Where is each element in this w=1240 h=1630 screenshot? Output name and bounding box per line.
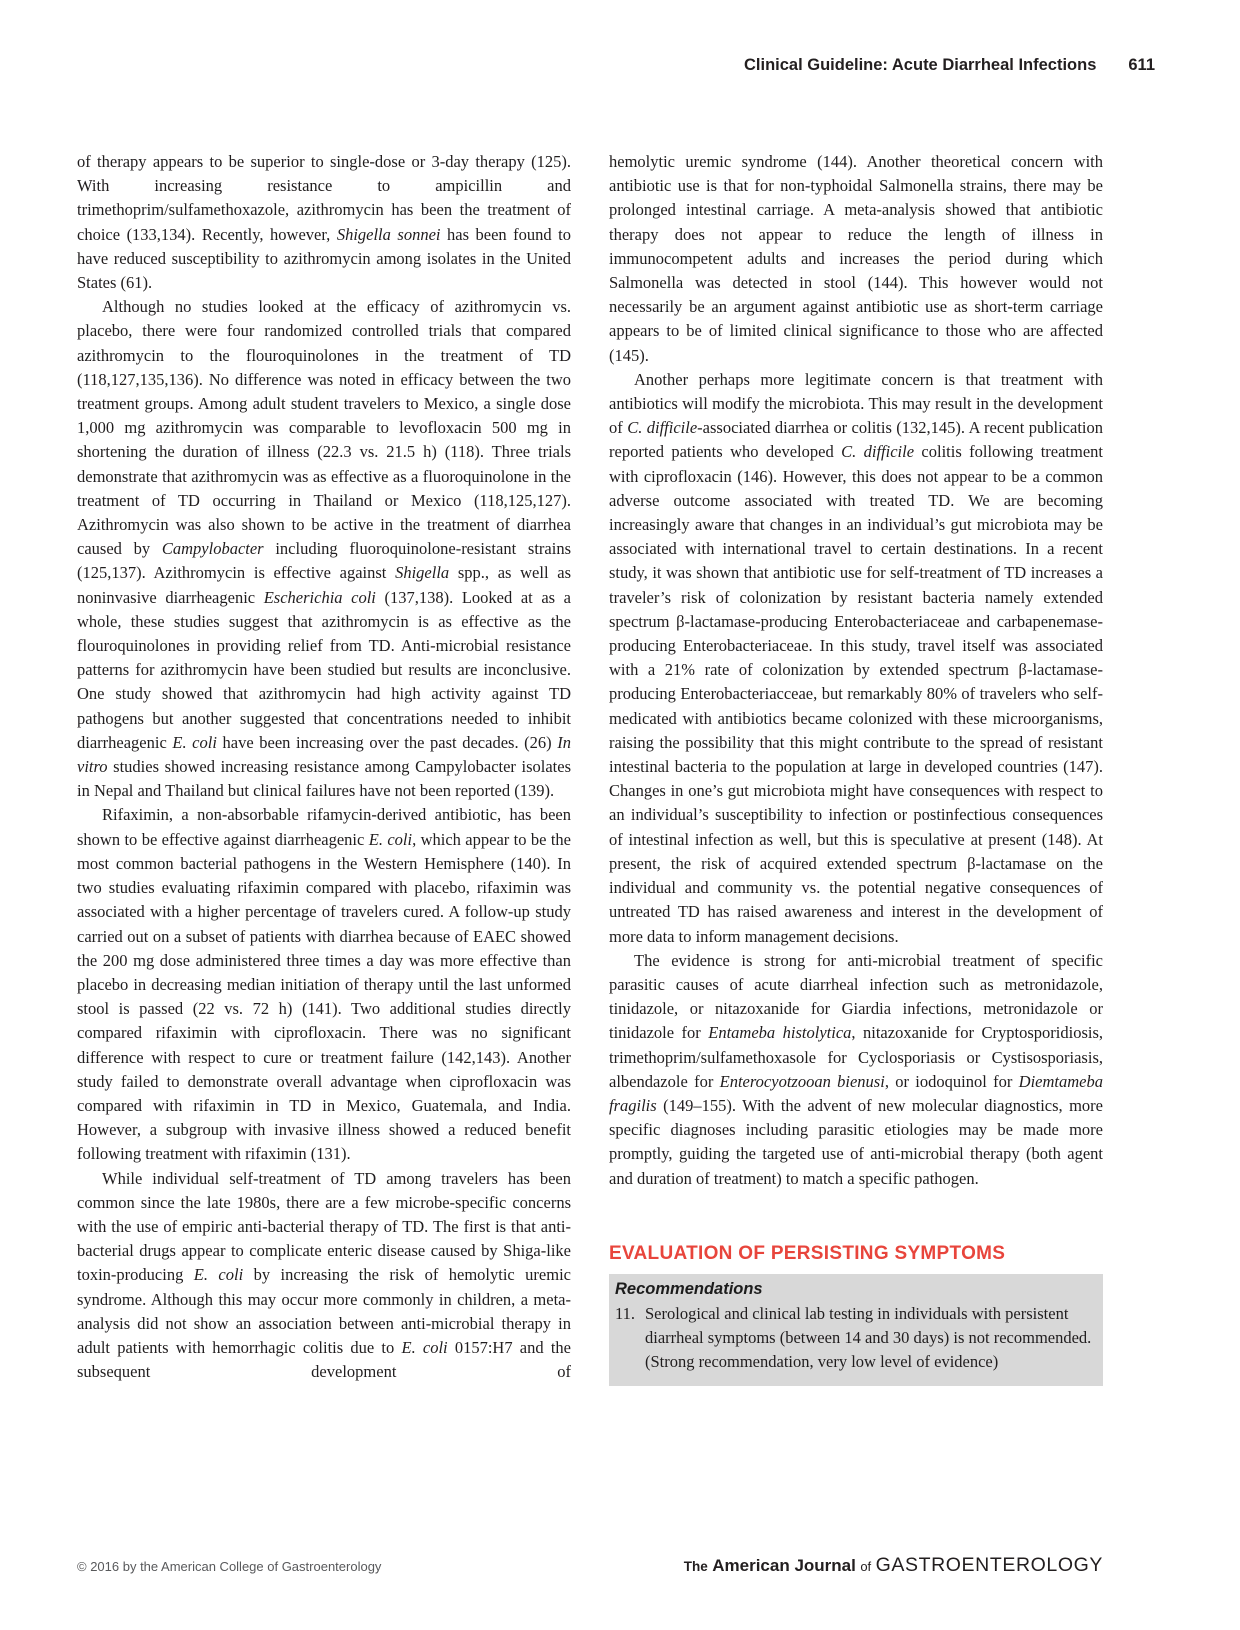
running-header: [77, 56, 1155, 75]
recommendation-number: 11.: [615, 1303, 636, 1323]
wordmark-caps: GASTROENTEROLOGY: [875, 1554, 1103, 1576]
wordmark-name: American Journal: [712, 1556, 856, 1575]
paragraph: of therapy appears to be superior to single-dose or 3-day therapy (125). With increasing resistance to ampicillin and trimethoprim/sulfamethoxazole, azithromycin has been the treatment of choice (133,134). Recently, however, Shigella sonnei has been found to have reduced susceptibility to azithromycin among isolates in the United States (61).: [77, 152, 571, 293]
page-number: 611: [1128, 56, 1155, 74]
paragraph: hemolytic uremic syndrome (144). Another theoretical concern with antibiotic use is that for non-typhoidal Salmonella strains, there may be prolonged intestinal carriage. A meta-analysis showed that antibiotic therapy does not appear to reduce the length of illness in immunocompetent adults and increases the period during which Salmonella was detected in stool (144). This however would not necessarily be an argument against antibiotic use as short-term carriage appears to be of limited clinical significance to those who are affected (145).: [609, 152, 1103, 365]
paragraph: While individual self-treatment of TD among travelers has been common since the late 1980s, there are a few microbe-specific concerns with the use of empiric anti-bacterial therapy of TD. The first is that anti-bacterial drugs appear to complicate enteric disease caused by Shiga-like toxin-producing E. coli by increasing the risk of hemolytic uremic syndrome. Although this may occur more commonly in children, a meta-analysis did not show an association between anti-microbial therapy in adult patients with hemorrhagic colitis due to E. coli 0157:H7 and the subsequent development of: [77, 1168, 571, 1382]
section-heading: EVALUATION OF PERSISTING SYMPTOMS: [609, 1242, 1006, 1264]
recommendation-item: [615, 1302, 1093, 1375]
running-title: Clinical Guideline: Acute Diarrheal Infections: [743, 56, 1097, 74]
recommendations-box: [609, 1274, 1103, 1387]
right-column: [609, 150, 1103, 1550]
footer-copyright: © 2016 by the American College of Gastroenterology: [77, 1559, 382, 1574]
journal-wordmark: [684, 1554, 1103, 1577]
wordmark-the: The: [683, 1559, 708, 1574]
recommendation-text: Serological and clinical lab testing in individuals with persistent diarrheal symptoms (between 14 and 30 days) is not recommended. (Strong recommendation, very low level of evidence): [645, 1303, 1092, 1372]
article-body: [77, 150, 1103, 1550]
left-column: [77, 150, 571, 1550]
recommendations-title: Recommendations: [615, 1279, 763, 1298]
paragraph: Although no studies looked at the efficacy of azithromycin vs. placebo, there were four randomized controlled trials that compared azithromycin to the flouroquinolones in the treatment of TD (118,127,135,136). No difference was noted in efficacy between the two treatment groups. Among adult student travelers to Mexico, a single dose 1,000 mg azithromycin was comparable to levofloxacin 500 mg in shortening the duration of illness (22.3 vs. 21.5 h) (118). Three trials demonstrate that azithromycin was as effective as a fluoroquinolone in the treatment of TD occurring in Thailand or Mexico (118,125,127). Azithromycin was also shown to be active in the treatment of diarrhea caused by Campylobacter including fluoroquinolone-resistant strains (125,137). Azithromycin is effective against Shigella spp., as well as noninvasive diarrheagenic Escherichia coli (137,138). Looked at as a whole, these studies suggest that azithromycin is as effective as the flouroquinolones in providing relief from TD. Anti-microbial resistance patterns for azithromycin have been studied but results are inconclusive. One study showed that azithromycin had high activity against TD pathogens but another suggested that concentrations needed to inhibit diarrheagenic E. coli have been increasing over the past decades. (26) In vitro studies showed increasing resistance among Campylobacter isolates in Nepal and Thailand but clinical failures have not been reported (139).: [77, 297, 571, 801]
page-footer: [77, 1554, 1103, 1577]
paragraph: The evidence is strong for anti-microbial treatment of specific parasitic causes of acute diarrheal infection such as metronidazole, tinidazole, or nitazoxanide for Giardia infections, metronidazole or tinidazole for Entameba histolytica, nitazoxanide for Cryptosporidiosis, trimethoprim/sulfamethoxasole for Cyclosporiasis or Cystisosporiasis, albendazole for Enterocyotzooan bienusi, or iodoquinol for Diemtameba fragilis (149–155). With the advent of new molecular diagnostics, more specific diagnoses including parasitic etiologies may be made more promptly, guiding the targeted use of anti-microbial therapy (both agent and duration of treatment) to match a specific pathogen.: [609, 950, 1103, 1188]
wordmark-of: of: [860, 1559, 872, 1574]
paragraph: Rifaximin, a non-absorbable rifamycin-derived antibiotic, has been shown to be effective against diarrheagenic E. coli, which appear to be the most common bacterial pathogens in the Western Hemisphere (140). In two studies evaluating rifaximin compared with placebo, rifaximin was associated with a higher percentage of travelers cured. A follow-up study carried out on a subset of patients with diarrhea because of EAEC showed the 200 mg dose administered three times a day was more effective than placebo in decreasing median initiation of therapy until the last unformed stool is passed (22 vs. 72 h) (141). Two additional studies directly compared rifaximin with ciprofloxacin. There was no significant difference with respect to cure or treatment failure (142,143). Another study failed to demonstrate overall advantage when ciprofloxacin was compared with rifaximin in TD in Mexico, Guatemala, and India. However, a subgroup with invasive illness showed a reduced benefit following treatment with rifaximin (131).: [77, 805, 571, 1164]
paragraph: Another perhaps more legitimate concern is that treatment with antibiotics will modify the microbiota. This may result in the development of C. difficile-associated diarrhea or colitis (132,145). A recent publication reported patients who developed C. difficile colitis following treatment with ciprofloxacin (146). However, this does not appear to be a common adverse outcome associated with treated TD. We are becoming increasingly aware that changes in an individual’s gut microbiota may be associated with international travel to certain destinations. In a recent study, it was shown that antibiotic use for self-treatment of TD increases a traveler’s risk of colonization by resistant bacteria namely extended spectrum β-lactamase-producing Enterobacteriaceae and carbapenemase-producing Enterobacteriaceae. In this study, travel itself was associated with a 21% rate of colonization by extended spectrum β-lactamase-producing Enterobacteriacceae, but remarkably 80% of travelers who self-medicated with antibiotics became colonized with these microorganisms, raising the possibility that this might contribute to the spread of resistant intestinal bacteria to the population at large in developed countries (147). Changes in one’s gut microbiota might have consequences with respect to an individual’s susceptibility to infection or postinfectious consequences of intestinal infection as well, but this is speculative at present (148). At present, the risk of acquired extended spectrum β-lactamase on the individual and community vs. the potential negative consequences of untreated TD has raised awareness and interest in the development of more data to inform management decisions.: [609, 369, 1103, 946]
